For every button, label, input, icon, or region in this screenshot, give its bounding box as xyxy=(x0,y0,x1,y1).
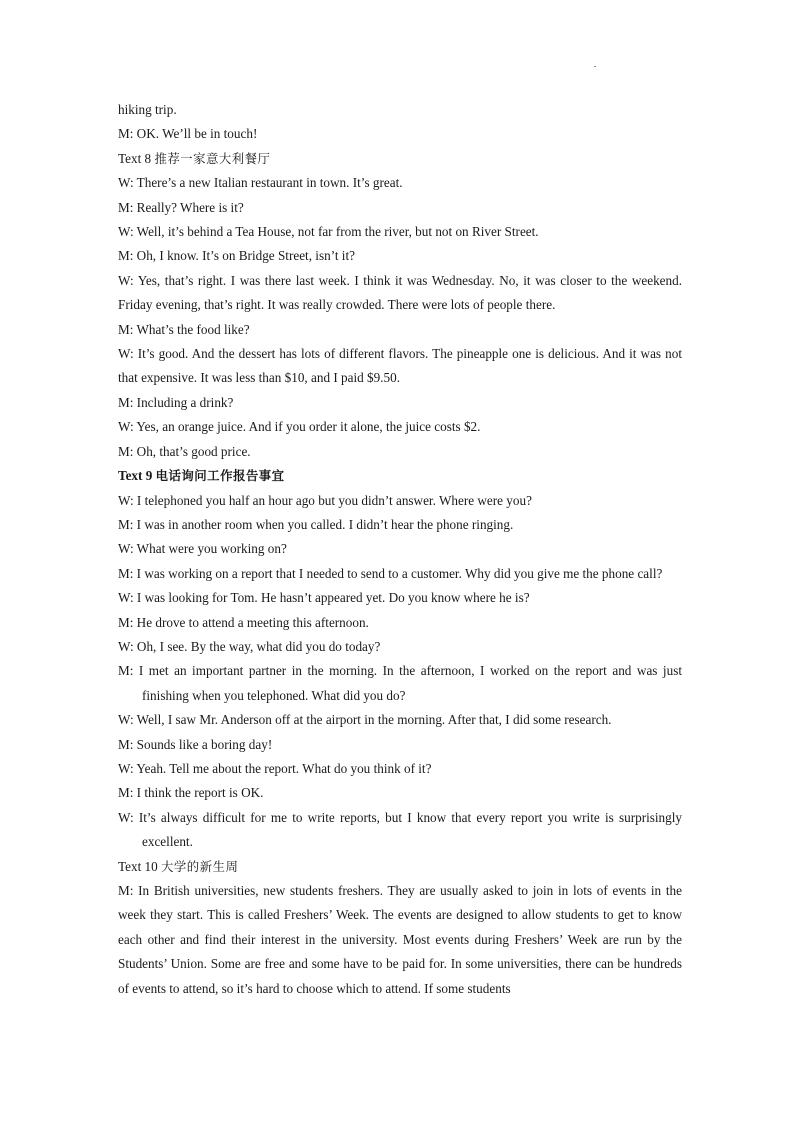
dialogue-line: W: Oh, I see. By the way, what did you do today? xyxy=(118,638,381,654)
scan-speck xyxy=(594,66,596,67)
section-label: Text 10 xyxy=(118,858,158,874)
dialogue-line: hiking trip. xyxy=(118,102,177,117)
dialogue-line: M: In British universities, new students freshers. They are usually asked to join in lots of events in the week they start. This is called Freshers’ Week. The events are designed to allow students to get to know each other and find their interest in the university. Most events during Freshers’ Week are run by the Students’ Union. Some are free and some have to be paid for. In some universities, there can be hundreds of events to attend, so it’s hard to choose which to attend. If some students xyxy=(118,883,682,996)
dialogue-line: M: Oh, I know. It’s on Bridge Street, isn’t it? xyxy=(118,248,355,264)
section-label: Text 8 xyxy=(118,150,152,166)
dialogue-line: M: What’s the food like? xyxy=(118,321,250,337)
dialogue-line: W: Yeah. Tell me about the report. What do you think of it? xyxy=(118,760,432,776)
dialogue-line: W: I was looking for Tom. He hasn’t appeared yet. Do you know where he is? xyxy=(118,590,530,606)
dialogue-line: W: It’s good. And the dessert has lots of different flavors. The pineapple one is delicious. And it was not that expensive. It was less than $10, and I paid $9.50. xyxy=(118,346,682,386)
dialogue-line: M: I was working on a report that I needed to send to a customer. Why did you give me the phone call? xyxy=(118,565,663,581)
dialogue-line: W: I telephoned you half an hour ago but you didn’t answer. Where were you? xyxy=(118,492,532,508)
dialogue-line: M: Sounds like a boring day! xyxy=(118,736,273,752)
dialogue-line: W: Yes, an orange juice. And if you order it alone, the juice costs $2. xyxy=(118,419,481,435)
section-heading xyxy=(118,855,682,879)
dialogue-line: M: Oh, that’s good price. xyxy=(118,443,251,459)
section-title: 电话询问工作报告事宜 xyxy=(155,468,285,484)
dialogue-line: M: Including a drink? xyxy=(118,394,234,410)
section-title: 大学的新生周 xyxy=(161,858,239,874)
dialogue-line: W: There’s a new Italian restaurant in town. It’s great. xyxy=(118,175,403,191)
dialogue-line: M: I think the report is OK. xyxy=(118,785,264,801)
section-title: 推荐一家意大利餐厅 xyxy=(154,150,271,166)
dialogue-line: M: I was in another room when you called. I didn’t hear the phone ringing. xyxy=(118,516,514,532)
section-heading xyxy=(118,464,682,488)
dialogue-line: M: OK. We’ll be in touch! xyxy=(118,126,258,142)
dialogue-line: W: Well, I saw Mr. Anderson off at the airport in the morning. After that, I did some research. xyxy=(118,712,612,728)
dialogue-line: W: What were you working on? xyxy=(118,541,287,557)
dialogue-line: M: Really? Where is it? xyxy=(118,199,244,215)
dialogue-line: W: It’s always difficult for me to write reports, but I know that every report you write is surprisingly excellent. xyxy=(118,809,682,850)
document-body xyxy=(118,98,682,1001)
dialogue-line: M: I met an important partner in the morning. In the afternoon, I worked on the report and was just finishing when you telephoned. What did you do? xyxy=(118,663,682,703)
section-label: Text 9 xyxy=(118,468,153,484)
section-heading xyxy=(118,147,682,171)
dialogue-line: W: Yes, that’s right. I was there last week. I think it was Wednesday. No, it was closer to the weekend. Friday evening, that’s right. It was really crowded. There were lots of people there. xyxy=(118,272,682,313)
dialogue-line: W: Well, it’s behind a Tea House, not far from the river, but not on River Street. xyxy=(118,224,539,240)
dialogue-line: M: He drove to attend a meeting this afternoon. xyxy=(118,614,369,630)
